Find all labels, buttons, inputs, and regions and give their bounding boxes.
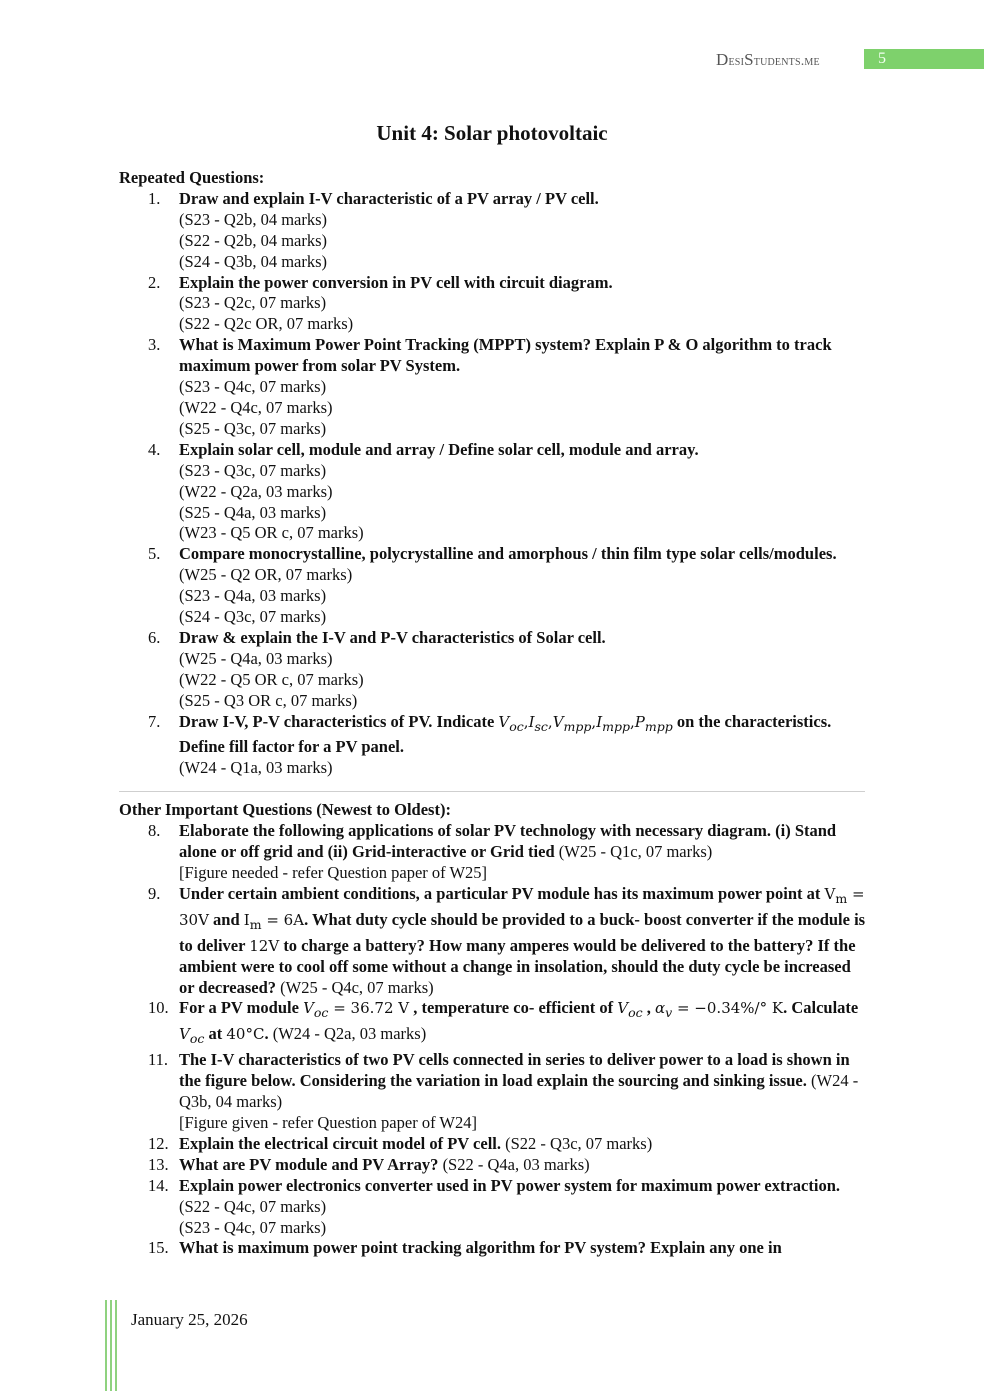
question-item [119,189,869,273]
question-number: 4. [148,439,161,459]
question-number: 1. [148,188,161,208]
question-text: Compare monocrystalline, polycrystalline and amorphous / thin film type solar cells/modules. [179,544,837,564]
header-brand: DesiStudents.me [716,50,820,69]
question-reference: (S25 - Q3c, 07 marks) [179,418,327,438]
page-number-badge: 5 [864,49,984,69]
question-number: 6. [148,627,161,647]
question-reference: (S22 - Q3c, 07 marks) [500,1133,653,1153]
question-number: 10. [148,998,169,1018]
question-note: [Figure needed - refer Question paper of W25] [179,863,488,882]
question-reference: (S25 - Q3 OR c, 07 marks) [179,690,358,710]
question-item [119,1176,869,1239]
question-reference: (W22 - Q5 OR c, 07 marks) [179,669,364,689]
question-text: What is maximum power point tracking algorithm for PV system? Explain any one in [179,1238,782,1258]
question-reference: (W24 - Q1a, 03 marks) [179,758,333,778]
document-body [119,168,869,1259]
question-text: Draw and explain I-V characteristic of a PV array / PV cell. [179,188,599,208]
question-number: 3. [148,335,161,355]
math-term: $I_{mpp}$ [596,712,630,734]
question-text: Draw & explain the I-V and P-V characteristics of Solar cell. [179,627,606,647]
question-reference: (W24 - Q2a, 03 marks) [268,1024,427,1044]
question-text: The I-V characteristics of two PV cells connected in series to deliver power to a load is shown in the figure below. Considering the variation in load explain the sourcing and sinking issue. [179,1050,850,1091]
question-number: 7. [148,711,161,731]
repeated-questions-list [119,189,869,779]
question-item [119,273,869,336]
question-number: 2. [148,272,161,292]
math-term: $I_{sc}$ [528,712,548,734]
question-reference: (S23 - Q2b, 04 marks) [179,209,328,229]
math-vm: $V_m = 30V$ [179,884,865,929]
math-12v: 12V [249,936,280,955]
question-reference: (S23 - Q4c, 07 marks) [179,377,327,397]
question-reference: (W22 - Q2a, 03 marks) [179,481,333,501]
question-number: 12. [148,1133,169,1153]
math-term: $P_{mpp}$ [634,712,673,734]
math-voc: $V_{oc}$ [617,999,643,1021]
math-voc: $V_{oc}$ [179,1025,205,1047]
question-text: For a PV module $V_{oc} = 36.72$ V , temperature co- efficient of $V_{oc}$ , $\alpha_v = -0.34\%/^\circ$ K. Calculate $V_{oc}$ at 40°C. [179,998,859,1047]
question-text: Explain the electrical circuit model of PV cell. [179,1133,501,1153]
question-number: 11. [148,1050,169,1070]
question-text: Elaborate the following applications of solar PV technology with necessary diagram. (i) Stand alone or off grid and (ii) Grid-interactive or Grid tied [179,821,837,862]
question-reference: (S24 - Q3b, 04 marks) [179,251,328,271]
question-reference: (W24 - Q3b, 04 marks) [179,1071,859,1112]
question-number: 13. [148,1154,169,1174]
question-reference: (S24 - Q3c, 07 marks) [179,607,327,627]
question-reference: (S23 - Q4a, 03 marks) [179,586,327,606]
question-reference: (W25 - Q4a, 03 marks) [179,648,333,668]
question-text: Draw I-V, P-V characteristics of PV. Indicate $V_{oc},I_{sc},V_{mpp},I_{mpp},P_{mpp}$ on the characteristics. Define fill factor for a PV panel. [179,711,832,757]
question-reference: (S25 - Q4a, 03 marks) [179,502,327,522]
question-number: 5. [148,544,161,564]
question-number: 9. [148,883,161,903]
question-item [119,628,869,712]
question-number: 8. [148,821,161,841]
other-questions-heading: Other Important Questions (Newest to Oldest): [119,800,451,820]
footer-decorative-bars [105,1300,119,1391]
question-number: 15. [148,1238,169,1258]
question-text-part: Under certain ambient conditions, a particular PV module has its maximum power point at [179,883,825,903]
question-reference: (S23 - Q4c, 07 marks) [179,1217,327,1237]
question-reference: (W25 - Q4c, 07 marks) [276,977,434,997]
question-item [119,1050,869,1134]
question-item [119,1238,869,1259]
question-item [119,712,869,780]
question-reference: (S22 - Q2c OR, 07 marks) [179,314,354,334]
question-reference: (S22 - Q4c, 07 marks) [179,1196,327,1216]
question-reference: (S23 - Q2c, 07 marks) [179,293,327,313]
page-title: Unit 4: Solar photovoltaic [376,121,608,145]
math-alpha: $\alpha_v$ [655,999,673,1021]
question-reference: (W25 - Q1c, 07 marks) [554,842,713,862]
question-reference: (W22 - Q4c, 07 marks) [179,397,333,417]
question-note: [Figure given - refer Question paper of W24] [179,1112,477,1132]
question-item [119,544,869,628]
question-item [119,1155,869,1176]
question-item [119,821,869,884]
question-reference: (S22 - Q4a, 03 marks) [438,1154,590,1174]
question-item [119,884,869,999]
question-text: Explain power electronics converter used in PV power system for maximum power extraction. [179,1175,840,1195]
question-item [119,998,869,1050]
question-item [119,335,869,440]
math-term: $V_{mpp}$ [552,712,592,734]
math-im: $I_m = 6A$ [243,910,305,932]
question-reference: (W23 - Q5 OR c, 07 marks) [179,523,364,543]
section-divider [119,791,865,792]
math-voc: $V_{oc}$ [303,999,329,1021]
other-questions-list [119,821,869,1259]
question-text: Explain the power conversion in PV cell with circuit diagram. [179,272,613,292]
question-item [119,440,869,545]
question-text: What is Maximum Power Point Tracking (MPPT) system? Explain P & O algorithm to track maximum power from solar PV System. [179,335,832,376]
math-term: $V_{oc}$ [498,712,524,734]
question-reference: (S22 - Q2b, 04 marks) [179,230,328,250]
footer-date: January 25, 2026 [131,1310,248,1329]
question-text: What are PV module and PV Array? [179,1154,439,1174]
question-item [119,1134,869,1155]
question-text: Under certain ambient conditions, a particular PV module has its maximum power point at $V_m = 30V$ and $I_m = 6A$. What duty cycle should be provided to a buck- boost converter if the module is to deliver 12V to charge a battery? How many amperes would be delivered to the battery? If the ambient were to cool off some without a change in insolation, should the duty cycle be increased or decreased? [179,883,866,997]
question-text: Explain solar cell, module and array / Define solar cell, module and array. [179,439,699,459]
question-reference: (S23 - Q3c, 07 marks) [179,460,327,480]
repeated-questions-heading: Repeated Questions: [119,168,265,187]
question-reference: (W25 - Q2 OR, 07 marks) [179,565,353,585]
question-number: 14. [148,1175,169,1195]
